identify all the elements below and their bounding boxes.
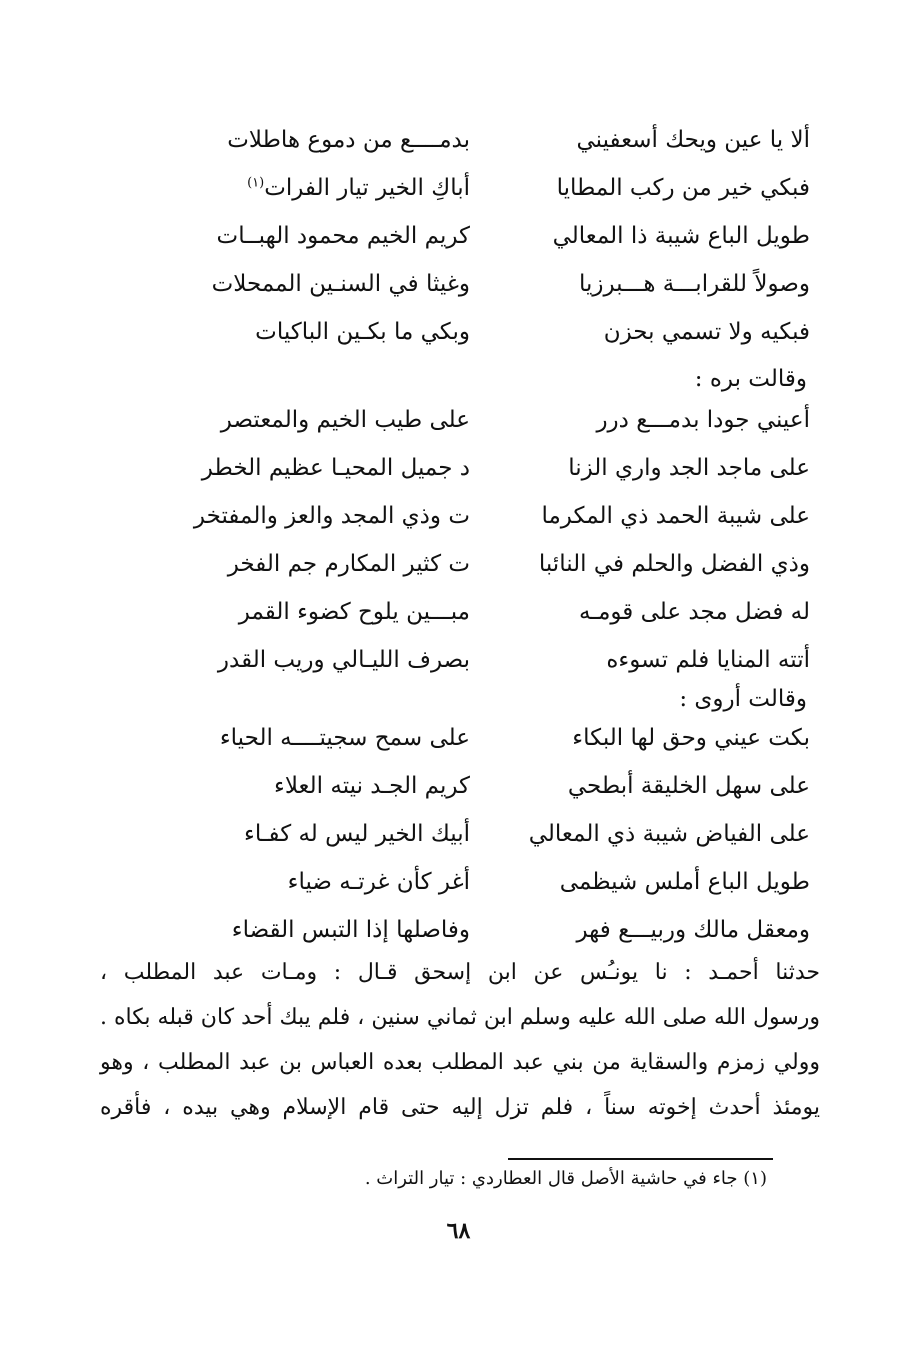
verse	[170, 636, 810, 684]
first-hemistich: على ماجد الجد واري الزنا	[568, 455, 810, 481]
prose-line: يومئذ أحدث إخوته سناً ، فلم تزل إليه حتى قام الإسلام وهي بيده ، فأقره	[100, 1095, 820, 1120]
page-number: ٦٨	[446, 1218, 471, 1244]
poem-1	[170, 116, 810, 356]
first-hemistich: بكت عيني وحق لها البكاء	[572, 725, 810, 751]
first-hemistich: على سهل الخليقة أبطحي	[567, 773, 810, 799]
second-hemistich: بدمــــع من دموع هاطلات	[227, 127, 470, 153]
first-hemistich: فبكيه ولا تسمي بحزن	[603, 319, 810, 345]
second-hemistich: أبيك الخير ليس له كفـاء	[244, 821, 470, 847]
second-hemistich: وغيثا في السنـين الممحلات	[211, 271, 470, 297]
verse	[170, 116, 810, 164]
second-hemistich: ت كثير المكارم جم الفخر	[227, 551, 470, 577]
second-hemistich	[170, 175, 480, 201]
verse	[170, 714, 810, 762]
second-hemistich: كريم الجـد نيته العلاء	[274, 773, 470, 799]
verse	[170, 540, 810, 588]
first-hemistich: طويل الباع شيبة ذا المعالي	[552, 223, 810, 249]
verse	[170, 762, 810, 810]
second-hemistich: أغر كأن غرتـه ضياء	[287, 869, 470, 895]
first-hemistich: أتته المنايا فلم تسوءه	[606, 647, 810, 673]
second-hemistich: د جميل المحيـا عظيم الخطر	[201, 455, 470, 481]
second-hemistich: ت وذي المجد والعز والمفتخر	[193, 503, 470, 529]
first-hemistich: وذي الفضل والحلم في النائبا	[538, 551, 810, 577]
poem-3	[170, 714, 810, 954]
second-hemistich: على طيب الخيم والمعتصر	[220, 407, 470, 433]
verse	[170, 858, 810, 906]
verse	[170, 810, 810, 858]
first-hemistich: أعيني جودا بدمـــع درر	[596, 407, 810, 433]
first-hemistich: فبكي خير من ركب المطايا	[556, 175, 810, 201]
verse	[170, 308, 810, 356]
prose-paragraph	[100, 950, 820, 1130]
first-hemistich: ألا يا عين ويحك أسعفيني	[576, 127, 810, 153]
footnote-marker: (١)	[247, 175, 265, 191]
second-hemistich: بصرف الليـالي وريب القدر	[217, 647, 470, 673]
first-hemistich: له فضل مجد على قومـه	[579, 599, 810, 625]
footnote-divider	[508, 1158, 773, 1160]
verse	[170, 396, 810, 444]
first-hemistich: ومعقل مالك وربيـــع فهر	[576, 917, 810, 943]
prose-line: حدثنا أحمـد : نا يونـُس عن ابن إسحق قـال : ومـات عبد المطلب ،	[100, 960, 820, 985]
second-hemistich: كريم الخيم محمود الهبــات	[216, 223, 470, 249]
verse	[170, 492, 810, 540]
second-hemistich: على سمح سجيتــــه الحياء	[219, 725, 470, 751]
verse	[170, 906, 810, 954]
poem-2	[170, 396, 810, 684]
second-hemistich: وفاصلها إذا التبس القضاء	[231, 917, 470, 943]
verse	[170, 212, 810, 260]
second-hemistich: وبكي ما بكـين الباكيات	[255, 319, 470, 345]
second-hemistich: مبـــين يلوح كضوء القمر	[238, 599, 470, 625]
first-hemistich: وصولاً للقرابـــة هـــبرزيا	[578, 271, 810, 297]
verse	[170, 260, 810, 308]
hemistich-text: أباكِ الخير تيار الفرات	[264, 175, 470, 201]
first-hemistich: على الفياض شيبة ذي المعالي	[528, 821, 810, 847]
first-hemistich: طويل الباع أملس شيظمى	[559, 869, 810, 895]
prose-line: وولي زمزم والسقاية من بني عبد المطلب بعده العباس بن عبد المطلب ، وهو	[100, 1050, 820, 1075]
prose-line: ورسول الله صلى الله عليه وسلم ابن ثماني سنين ، فلم يبك أحد كان قبله بكاه .	[100, 1005, 820, 1030]
poem-3-introduction: وقالت أروى :	[679, 686, 807, 712]
first-hemistich: على شيبة الحمد ذي المكرما	[541, 503, 810, 529]
verse	[170, 164, 810, 212]
verse	[170, 588, 810, 636]
footnote: (١) جاء في حاشية الأصل قال العطاردي : تيار التراث .	[364, 1168, 767, 1189]
verse	[170, 444, 810, 492]
poem-2-introduction: وقالت بره :	[694, 366, 807, 392]
